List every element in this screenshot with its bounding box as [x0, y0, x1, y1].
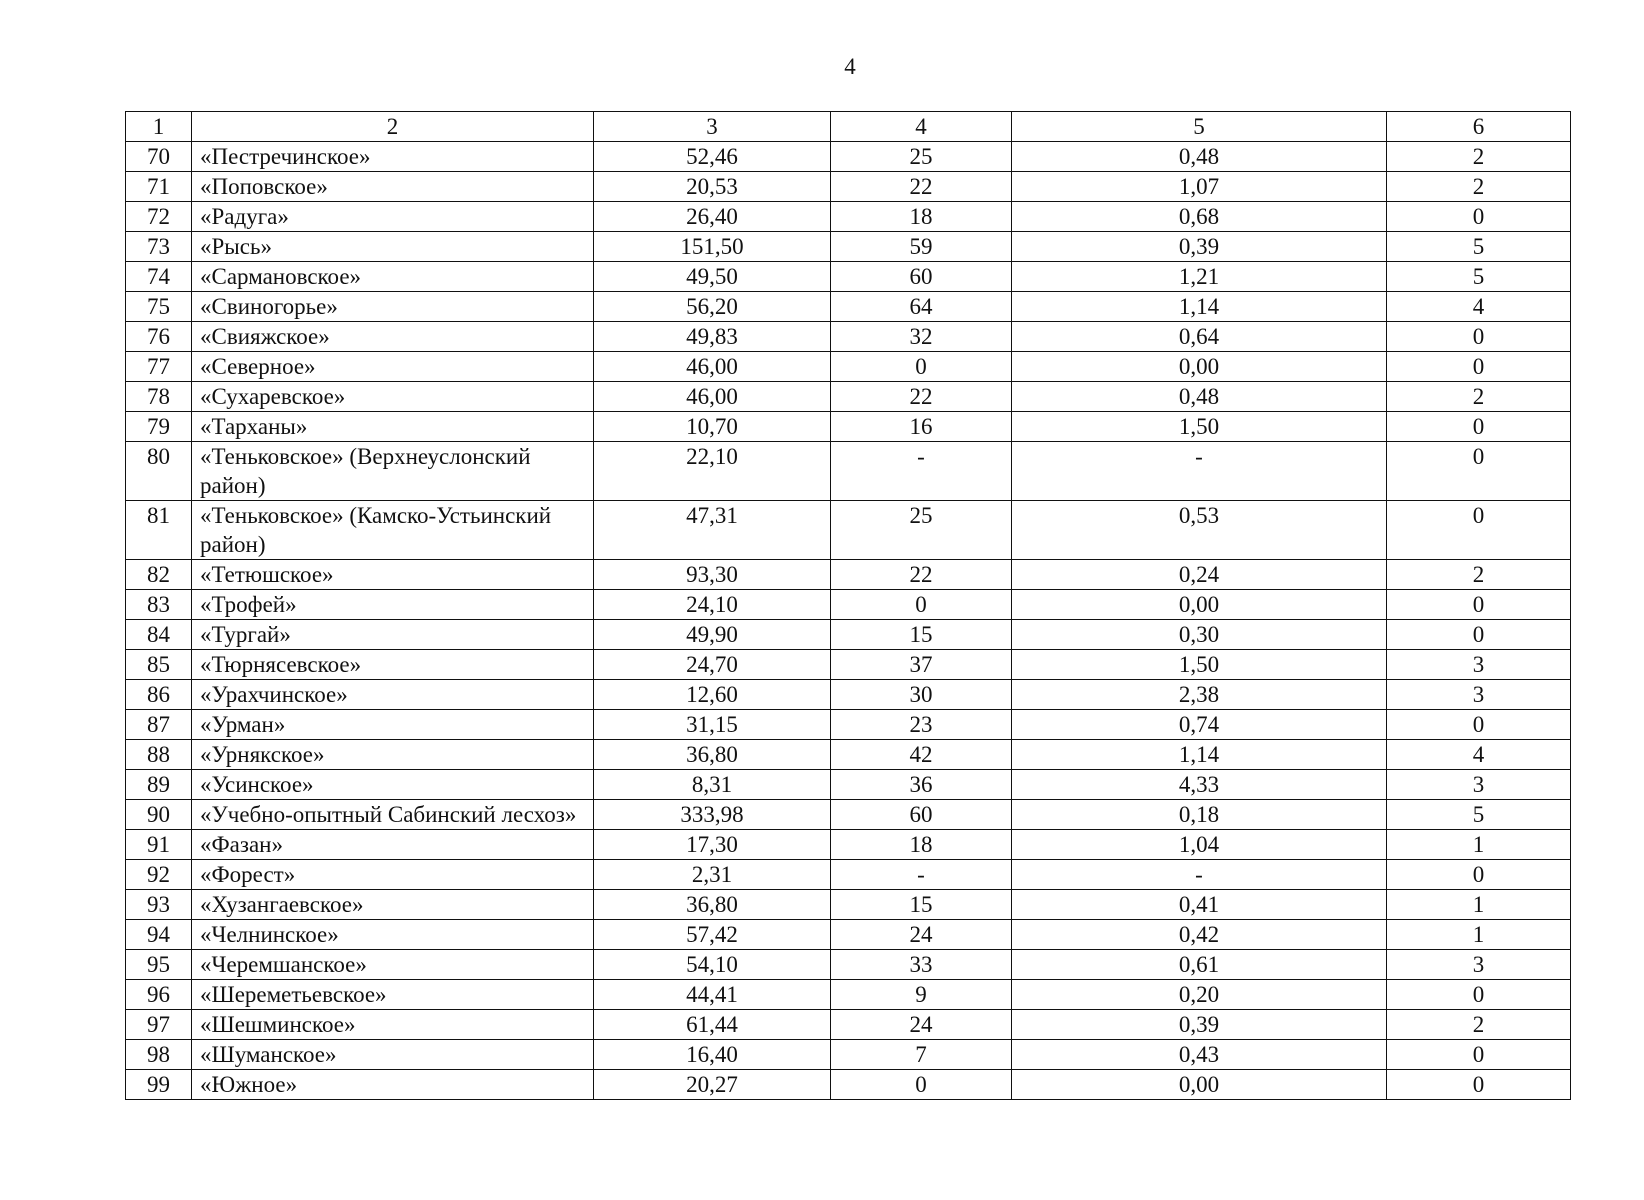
- name-cell: «Хузангаевское»: [192, 890, 594, 920]
- value-cell-6: 2: [1387, 172, 1571, 202]
- name-cell: «Учебно-опытный Сабинский лесхоз»: [192, 800, 594, 830]
- table-row: [126, 322, 1571, 352]
- value-cell-4: 24: [831, 920, 1012, 950]
- value-cell-3: 20,53: [594, 172, 831, 202]
- value-cell-4: 59: [831, 232, 1012, 262]
- value-cell-5: 0,30: [1012, 620, 1387, 650]
- table-row: [126, 292, 1571, 322]
- value-cell-6: 1: [1387, 830, 1571, 860]
- value-cell-4: 15: [831, 620, 1012, 650]
- value-cell-6: 5: [1387, 800, 1571, 830]
- name-cell: «Пестречинское»: [192, 142, 594, 172]
- table-row: [126, 560, 1571, 590]
- table-row: [126, 501, 1571, 560]
- value-cell-6: 0: [1387, 860, 1571, 890]
- name-cell: «Поповское»: [192, 172, 594, 202]
- name-cell: «Тюрнясевское»: [192, 650, 594, 680]
- value-cell-6: 0: [1387, 412, 1571, 442]
- value-cell-4: 42: [831, 740, 1012, 770]
- value-cell-4: 33: [831, 950, 1012, 980]
- row-number-cell: 84: [126, 620, 192, 650]
- value-cell-5: 0,53: [1012, 501, 1387, 560]
- row-number-cell: 78: [126, 382, 192, 412]
- name-cell: «Теньковское» (Верхнеуслонский район): [192, 442, 594, 501]
- value-cell-4: 22: [831, 172, 1012, 202]
- value-cell-6: 5: [1387, 232, 1571, 262]
- row-number-cell: 92: [126, 860, 192, 890]
- value-cell-5: 0,68: [1012, 202, 1387, 232]
- table-row: [126, 442, 1571, 501]
- value-cell-4: 23: [831, 710, 1012, 740]
- value-cell-3: 17,30: [594, 830, 831, 860]
- column-header: 3: [594, 112, 831, 142]
- value-cell-4: 24: [831, 1010, 1012, 1040]
- value-cell-5: -: [1012, 860, 1387, 890]
- name-cell: «Шешминское»: [192, 1010, 594, 1040]
- value-cell-6: 0: [1387, 322, 1571, 352]
- name-cell: «Сармановское»: [192, 262, 594, 292]
- table-row: [126, 650, 1571, 680]
- value-cell-3: 26,40: [594, 202, 831, 232]
- row-number-cell: 91: [126, 830, 192, 860]
- column-header: 4: [831, 112, 1012, 142]
- value-cell-6: 5: [1387, 262, 1571, 292]
- value-cell-5: 0,39: [1012, 232, 1387, 262]
- value-cell-6: 0: [1387, 1070, 1571, 1100]
- value-cell-3: 52,46: [594, 142, 831, 172]
- row-number-cell: 85: [126, 650, 192, 680]
- value-cell-6: 0: [1387, 352, 1571, 382]
- name-cell: «Теньковское» (Камско-Устьинский район): [192, 501, 594, 560]
- value-cell-3: 46,00: [594, 382, 831, 412]
- value-cell-3: 333,98: [594, 800, 831, 830]
- value-cell-4: 0: [831, 590, 1012, 620]
- value-cell-4: 18: [831, 202, 1012, 232]
- value-cell-6: 0: [1387, 710, 1571, 740]
- row-number-cell: 77: [126, 352, 192, 382]
- value-cell-6: 2: [1387, 142, 1571, 172]
- value-cell-3: 56,20: [594, 292, 831, 322]
- table-row: [126, 740, 1571, 770]
- row-number-cell: 88: [126, 740, 192, 770]
- value-cell-5: 1,14: [1012, 740, 1387, 770]
- value-cell-4: 0: [831, 1070, 1012, 1100]
- name-cell: «Сухаревское»: [192, 382, 594, 412]
- value-cell-5: 0,00: [1012, 1070, 1387, 1100]
- value-cell-5: 0,48: [1012, 142, 1387, 172]
- value-cell-5: 0,64: [1012, 322, 1387, 352]
- value-cell-3: 61,44: [594, 1010, 831, 1040]
- name-cell: «Урахчинское»: [192, 680, 594, 710]
- name-cell: «Шереметьевское»: [192, 980, 594, 1010]
- table-row: [126, 890, 1571, 920]
- value-cell-5: 0,24: [1012, 560, 1387, 590]
- value-cell-5: -: [1012, 442, 1387, 501]
- row-number-cell: 95: [126, 950, 192, 980]
- value-cell-3: 49,83: [594, 322, 831, 352]
- value-cell-4: -: [831, 442, 1012, 501]
- row-number-cell: 90: [126, 800, 192, 830]
- value-cell-4: 7: [831, 1040, 1012, 1070]
- value-cell-3: 10,70: [594, 412, 831, 442]
- value-cell-6: 0: [1387, 1040, 1571, 1070]
- row-number-cell: 96: [126, 980, 192, 1010]
- row-number-cell: 93: [126, 890, 192, 920]
- name-cell: «Урнякское»: [192, 740, 594, 770]
- value-cell-6: 3: [1387, 950, 1571, 980]
- row-number-cell: 97: [126, 1010, 192, 1040]
- data-table: [125, 111, 1571, 1100]
- value-cell-3: 46,00: [594, 352, 831, 382]
- row-number-cell: 83: [126, 590, 192, 620]
- value-cell-3: 54,10: [594, 950, 831, 980]
- value-cell-5: 1,07: [1012, 172, 1387, 202]
- value-cell-4: -: [831, 860, 1012, 890]
- column-header: 6: [1387, 112, 1571, 142]
- name-cell: «Свиногорье»: [192, 292, 594, 322]
- value-cell-4: 60: [831, 262, 1012, 292]
- table-row: [126, 680, 1571, 710]
- value-cell-5: 0,48: [1012, 382, 1387, 412]
- row-number-cell: 79: [126, 412, 192, 442]
- table-body: [126, 142, 1571, 1100]
- value-cell-5: 0,20: [1012, 980, 1387, 1010]
- value-cell-5: 0,41: [1012, 890, 1387, 920]
- value-cell-3: 36,80: [594, 740, 831, 770]
- table-row: [126, 980, 1571, 1010]
- name-cell: «Тарханы»: [192, 412, 594, 442]
- value-cell-6: 3: [1387, 650, 1571, 680]
- name-cell: «Черемшанское»: [192, 950, 594, 980]
- value-cell-3: 24,70: [594, 650, 831, 680]
- value-cell-5: 0,39: [1012, 1010, 1387, 1040]
- value-cell-4: 30: [831, 680, 1012, 710]
- value-cell-5: 0,43: [1012, 1040, 1387, 1070]
- value-cell-6: 2: [1387, 382, 1571, 412]
- row-number-cell: 75: [126, 292, 192, 322]
- value-cell-6: 2: [1387, 1010, 1571, 1040]
- value-cell-3: 24,10: [594, 590, 831, 620]
- name-cell: «Фазан»: [192, 830, 594, 860]
- value-cell-6: 1: [1387, 890, 1571, 920]
- table-row: [126, 1040, 1571, 1070]
- value-cell-4: 25: [831, 142, 1012, 172]
- name-cell: «Усинское»: [192, 770, 594, 800]
- value-cell-5: 4,33: [1012, 770, 1387, 800]
- value-cell-3: 2,31: [594, 860, 831, 890]
- value-cell-5: 1,14: [1012, 292, 1387, 322]
- name-cell: «Урман»: [192, 710, 594, 740]
- header-row: [126, 112, 1571, 142]
- name-cell: «Тургай»: [192, 620, 594, 650]
- value-cell-4: 22: [831, 382, 1012, 412]
- value-cell-3: 8,31: [594, 770, 831, 800]
- value-cell-3: 16,40: [594, 1040, 831, 1070]
- table-row: [126, 770, 1571, 800]
- row-number-cell: 87: [126, 710, 192, 740]
- value-cell-3: 44,41: [594, 980, 831, 1010]
- table-row: [126, 382, 1571, 412]
- column-header: 5: [1012, 112, 1387, 142]
- name-cell: «Тетюшское»: [192, 560, 594, 590]
- value-cell-5: 1,50: [1012, 650, 1387, 680]
- value-cell-6: 3: [1387, 680, 1571, 710]
- value-cell-3: 57,42: [594, 920, 831, 950]
- row-number-cell: 94: [126, 920, 192, 950]
- table-row: [126, 232, 1571, 262]
- table-row: [126, 1070, 1571, 1100]
- value-cell-3: 12,60: [594, 680, 831, 710]
- table-row: [126, 412, 1571, 442]
- column-header: 2: [192, 112, 594, 142]
- row-number-cell: 76: [126, 322, 192, 352]
- table-row: [126, 710, 1571, 740]
- value-cell-4: 16: [831, 412, 1012, 442]
- column-header: 1: [126, 112, 192, 142]
- value-cell-3: 49,50: [594, 262, 831, 292]
- table-row: [126, 920, 1571, 950]
- value-cell-6: 1: [1387, 920, 1571, 950]
- row-number-cell: 86: [126, 680, 192, 710]
- value-cell-6: 0: [1387, 620, 1571, 650]
- page-number: 4: [844, 54, 856, 79]
- table-row: [126, 800, 1571, 830]
- table-row: [126, 950, 1571, 980]
- value-cell-5: 0,18: [1012, 800, 1387, 830]
- value-cell-4: 32: [831, 322, 1012, 352]
- value-cell-5: 1,04: [1012, 830, 1387, 860]
- value-cell-5: 0,42: [1012, 920, 1387, 950]
- value-cell-5: 0,00: [1012, 352, 1387, 382]
- value-cell-4: 60: [831, 800, 1012, 830]
- table-row: [126, 352, 1571, 382]
- table-row: [126, 172, 1571, 202]
- table-row: [126, 262, 1571, 292]
- value-cell-6: 3: [1387, 770, 1571, 800]
- name-cell: «Северное»: [192, 352, 594, 382]
- name-cell: «Форест»: [192, 860, 594, 890]
- row-number-cell: 89: [126, 770, 192, 800]
- value-cell-3: 20,27: [594, 1070, 831, 1100]
- value-cell-4: 64: [831, 292, 1012, 322]
- row-number-cell: 70: [126, 142, 192, 172]
- row-number-cell: 72: [126, 202, 192, 232]
- row-number-cell: 99: [126, 1070, 192, 1100]
- name-cell: «Свияжское»: [192, 322, 594, 352]
- value-cell-5: 0,00: [1012, 590, 1387, 620]
- value-cell-4: 15: [831, 890, 1012, 920]
- row-number-cell: 82: [126, 560, 192, 590]
- value-cell-4: 37: [831, 650, 1012, 680]
- value-cell-3: 93,30: [594, 560, 831, 590]
- value-cell-6: 0: [1387, 442, 1571, 501]
- value-cell-3: 47,31: [594, 501, 831, 560]
- row-number-cell: 80: [126, 442, 192, 501]
- value-cell-6: 0: [1387, 980, 1571, 1010]
- table-row: [126, 620, 1571, 650]
- value-cell-6: 2: [1387, 560, 1571, 590]
- value-cell-6: 0: [1387, 202, 1571, 232]
- name-cell: «Южное»: [192, 1070, 594, 1100]
- value-cell-5: 1,21: [1012, 262, 1387, 292]
- value-cell-4: 22: [831, 560, 1012, 590]
- table-row: [126, 830, 1571, 860]
- value-cell-4: 18: [831, 830, 1012, 860]
- value-cell-3: 49,90: [594, 620, 831, 650]
- value-cell-4: 0: [831, 352, 1012, 382]
- value-cell-6: 4: [1387, 740, 1571, 770]
- value-cell-4: 9: [831, 980, 1012, 1010]
- name-cell: «Радуга»: [192, 202, 594, 232]
- row-number-cell: 74: [126, 262, 192, 292]
- table-row: [126, 860, 1571, 890]
- name-cell: «Рысь»: [192, 232, 594, 262]
- name-cell: «Шуманское»: [192, 1040, 594, 1070]
- value-cell-5: 1,50: [1012, 412, 1387, 442]
- value-cell-5: 0,61: [1012, 950, 1387, 980]
- value-cell-3: 151,50: [594, 232, 831, 262]
- value-cell-6: 0: [1387, 501, 1571, 560]
- row-number-cell: 98: [126, 1040, 192, 1070]
- value-cell-3: 22,10: [594, 442, 831, 501]
- table-row: [126, 202, 1571, 232]
- value-cell-5: 2,38: [1012, 680, 1387, 710]
- table-row: [126, 142, 1571, 172]
- row-number-cell: 71: [126, 172, 192, 202]
- row-number-cell: 73: [126, 232, 192, 262]
- value-cell-4: 36: [831, 770, 1012, 800]
- value-cell-6: 4: [1387, 292, 1571, 322]
- name-cell: «Челнинское»: [192, 920, 594, 950]
- value-cell-3: 36,80: [594, 890, 831, 920]
- row-number-cell: 81: [126, 501, 192, 560]
- table-row: [126, 590, 1571, 620]
- value-cell-3: 31,15: [594, 710, 831, 740]
- table-row: [126, 1010, 1571, 1040]
- value-cell-4: 25: [831, 501, 1012, 560]
- name-cell: «Трофей»: [192, 590, 594, 620]
- value-cell-5: 0,74: [1012, 710, 1387, 740]
- value-cell-6: 0: [1387, 590, 1571, 620]
